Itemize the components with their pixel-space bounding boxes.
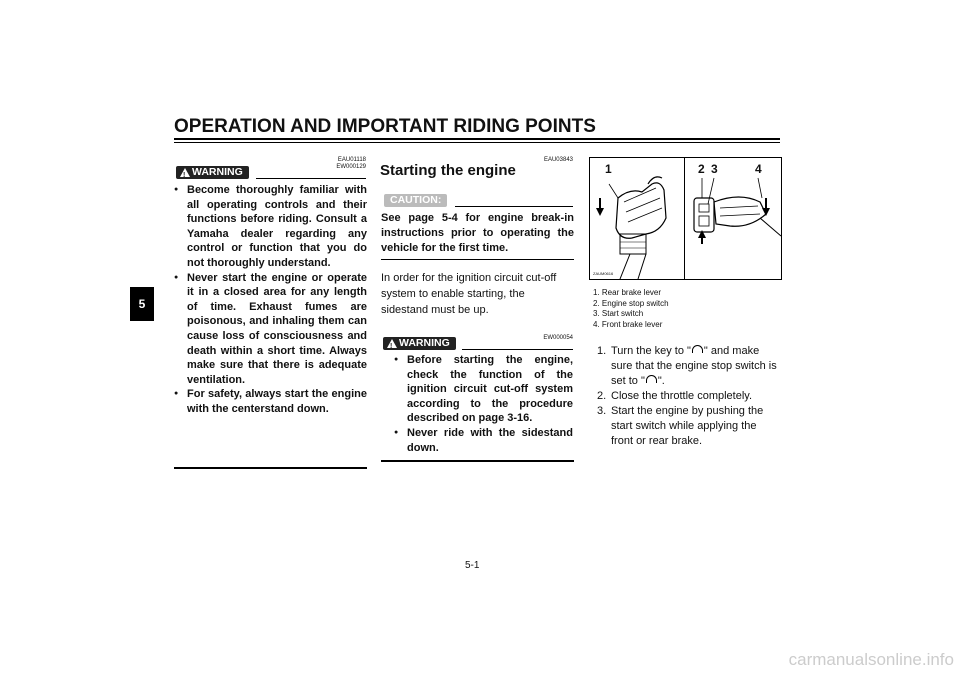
doc-code: EAU01118 xyxy=(337,157,366,163)
warning-label: WARNING xyxy=(399,337,450,349)
step-number: 3. xyxy=(597,405,607,417)
doc-code: EAU03843 xyxy=(543,157,573,163)
caution-end-rule xyxy=(381,259,574,260)
step-item xyxy=(597,389,781,404)
body-text: In order for the ignition circuit cut-off system to enable starting, the sidestand must be up. xyxy=(381,272,557,316)
page-title: OPERATION AND IMPORTANT RIDING POINTS xyxy=(174,116,596,137)
warning-label: WARNING xyxy=(192,166,243,178)
figure-callout-1: 1 xyxy=(605,162,612,176)
legend-item: 1. Rear brake lever xyxy=(593,288,662,297)
figure-callout-4: 4 xyxy=(755,162,762,176)
warning-list xyxy=(394,353,573,455)
ignition-on-icon xyxy=(692,345,703,353)
engine-run-icon xyxy=(646,375,657,383)
figure-code: ZAUM0616 xyxy=(593,271,614,276)
warning-item: ● Never ride with the sidestand down. xyxy=(394,426,573,455)
step-text: ". xyxy=(657,375,665,387)
watermark: carmanualsonline.info xyxy=(788,650,954,669)
warning-badge xyxy=(176,166,249,179)
step-item xyxy=(597,344,781,389)
warning-end-rule xyxy=(174,467,367,469)
starting-steps xyxy=(597,344,781,449)
warning-item: ● Become thoroughly familiar with all operating controls and their functions before riding. Consult a Yamaha dealer regarding any control or function that you do not thoroughly understand. xyxy=(174,183,367,271)
caution-text: See page 5-4 for engine break-in instructions prior to operating the vehicle for the first time. xyxy=(381,212,574,254)
warning-item: ● Before starting the engine, check the function of the ignition circuit cut-off system according to the procedure described on page 3-16. xyxy=(394,353,573,426)
step-text: Turn the key to " xyxy=(611,345,691,357)
doc-code: EW000129 xyxy=(336,164,366,170)
doc-code-block xyxy=(310,157,366,171)
step-text: Close the throttle completely. xyxy=(611,390,753,402)
page-number: 5-1 xyxy=(465,560,480,571)
warning-item: ● Never start the engine or operate it in a closed area for any length of time. Exhaust fumes are poisonous, and inhaling them can cause loss of consciousness and death within a short time. Always make sure that there is adequate ventilation. xyxy=(174,271,367,388)
doc-code: EW000054 xyxy=(543,335,573,341)
step-item xyxy=(597,404,781,449)
warning-item: ● For safety, always start the engine with the centerstand down. xyxy=(174,387,367,416)
legend-item: 3. Start switch xyxy=(593,309,644,318)
warning-triangle-icon: ! xyxy=(387,339,397,348)
title-rule-thin xyxy=(174,142,780,143)
step-text: " and make sure that the engine stop switch is set to " xyxy=(611,345,777,387)
warning-triangle-icon: ! xyxy=(180,168,190,177)
warning-list xyxy=(174,183,367,417)
step-number: 1. xyxy=(597,345,607,357)
caution-rule xyxy=(455,206,573,207)
caution-badge: CAUTION: xyxy=(384,194,447,207)
warning-badge xyxy=(383,337,456,350)
figure-legend xyxy=(593,288,669,330)
starting-controls-figure xyxy=(589,157,782,280)
warning-rule xyxy=(462,349,573,350)
section-title: Starting the engine xyxy=(380,162,516,179)
chapter-tab: 5 xyxy=(130,287,154,321)
step-number: 2. xyxy=(597,390,607,402)
title-rule-thick xyxy=(174,138,780,140)
figure-callout-3: 3 xyxy=(711,162,718,176)
handlebar-illustration xyxy=(590,158,781,279)
warning-rule xyxy=(256,178,366,179)
legend-item: 4. Front brake lever xyxy=(593,319,663,329)
warning-end-rule xyxy=(381,460,574,462)
legend-item: 2. Engine stop switch xyxy=(593,298,669,308)
figure-callout-2: 2 xyxy=(698,162,705,176)
step-text: Start the engine by pushing the start switch while applying the front or rear brake. xyxy=(611,405,764,447)
